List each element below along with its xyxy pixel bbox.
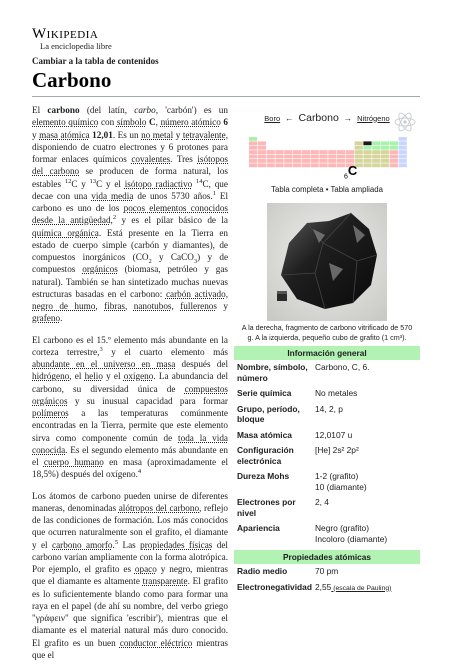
article-link[interactable]: polímeros [32, 408, 69, 418]
atomic-number: 6 [344, 173, 348, 181]
infobox-value: 70 pm [315, 566, 339, 576]
periodic-table-cell [267, 150, 275, 154]
text-run: ) y de compuestos [32, 252, 229, 275]
text-run: . Tres [170, 154, 198, 164]
periodic-table-cell [390, 150, 398, 154]
arrow-left-icon: ← [285, 113, 294, 123]
text-run: en masa (aproximadamente el 18,5%) después del oxígeno. [32, 457, 228, 480]
wikipedia-logo[interactable] [32, 26, 112, 51]
text-run: C y [71, 178, 90, 189]
article-link[interactable]: alótropos del carbono [118, 502, 200, 513]
text-run: . El grafito es lo suficientemente blando como para formar una raya en el papel (de ahí su nombre, del verbo griego "γράφειν" que significa 'escribir'), mientras que el diamante es el material natural más duro conocido. El grafito es un buen [32, 576, 229, 648]
periodic-table-cell [328, 155, 336, 159]
periodic-table-cell [381, 163, 389, 167]
periodic-table-cell [319, 155, 327, 159]
periodic-table-cell [372, 155, 380, 159]
photo-caption: A la derecha, fragmento de carbono vitrificado de 570 g. A la izquierda, pequeño cubo de grafito (1 cm³). [241, 323, 413, 342]
periodic-table-cell [328, 159, 336, 163]
infobox-row [234, 360, 420, 386]
text-run: Las [118, 539, 141, 550]
infobox-value: Negro (grafito) Incoloro (diamante) [315, 523, 388, 544]
periodic-table-cell [249, 150, 257, 154]
periodic-table-cell [328, 150, 336, 154]
infobox-label[interactable]: Serie química [237, 388, 292, 398]
nav-prev-element[interactable]: Boro [264, 113, 281, 123]
periodic-table-cell [275, 155, 283, 159]
scale-note-link[interactable]: (escala de Pauling) [331, 584, 392, 592]
periodic-table-thumbnail[interactable] [234, 131, 420, 183]
infobox-label[interactable]: Radio medio [237, 566, 288, 576]
paragraph-allotropes [32, 490, 228, 662]
reference-superscript[interactable]: 1 [212, 189, 216, 197]
infobox-row [234, 402, 420, 428]
reference-superscript[interactable]: 5 [114, 538, 119, 546]
text-run: El [32, 105, 48, 115]
periodic-table-cell [346, 150, 354, 154]
text-run: , [125, 301, 134, 311]
periodic-table-cell [302, 159, 310, 163]
infobox-row [234, 495, 420, 521]
text-run: y es el pilar básico de la [116, 215, 228, 226]
article-link[interactable]: conductor eléctrico [119, 637, 193, 648]
periodic-table-cell [390, 155, 398, 159]
article-link[interactable]: no metal [141, 129, 174, 140]
paragraph-intro [32, 104, 228, 325]
section-general-info: Información general [234, 346, 420, 360]
infobox-label[interactable]: Grupo, período, bloque [237, 403, 300, 424]
text-run: con [98, 117, 117, 128]
arrow-right-icon: → [343, 113, 353, 123]
periodic-table-cell [381, 159, 389, 163]
periodic-table-cell [302, 163, 310, 167]
periodic-table-cell [293, 150, 301, 154]
element-infobox [234, 107, 420, 597]
text-run: . Está presente en la Tierra en estado de cuerpo simple (carbón y diamantes), de compuestos inorgánicos (CO [32, 227, 228, 262]
periodic-table-cell [249, 155, 257, 159]
periodic-table-cell [390, 146, 398, 150]
periodic-table-cell [284, 155, 292, 159]
article-link[interactable]: propiedades físicas [140, 539, 213, 550]
text-run: C y el [96, 178, 125, 189]
article-link[interactable]: oxígeno [123, 371, 154, 382]
article-link[interactable]: orgánicos [82, 264, 118, 275]
infobox-row [234, 443, 420, 469]
periodic-table-cell [363, 141, 371, 145]
periodic-table-cell [249, 141, 257, 145]
text-run: C [149, 117, 156, 128]
text-run: carbono [47, 105, 80, 115]
article-link[interactable]: hidrógeno [32, 371, 70, 382]
text-run: 3 [193, 257, 198, 265]
text-run: de unos 5730 años. [133, 190, 213, 201]
periodic-table-cell [249, 146, 257, 150]
periodic-table-cell [399, 155, 407, 159]
text-run: y CaCO [151, 252, 194, 262]
periodic-table-cell [284, 159, 292, 163]
periodic-table-cell [346, 155, 354, 159]
reference-superscript[interactable]: 12 [64, 177, 72, 185]
article-link[interactable]: toda la vida conocida [32, 432, 228, 455]
article-link[interactable]: fullerenos [180, 301, 217, 311]
periodic-table-cell [372, 159, 380, 163]
table-links[interactable]: Tabla completa • Tabla ampliada [271, 185, 383, 194]
text-run: , reflejo de las condiciones de formación. Los más conocidos que ocurren naturalmente son el grafito, el diamante y el [32, 502, 228, 550]
infobox-row [234, 428, 420, 444]
infobox-row [234, 521, 420, 547]
infobox-value: 2, 4 [315, 497, 329, 507]
periodic-table-cell [399, 163, 407, 167]
text-run: , [95, 301, 105, 311]
text-run: . Es un [112, 129, 142, 140]
periodic-table-cell [337, 155, 345, 159]
text-run: El carbono es uno de los [32, 190, 229, 213]
article-link[interactable]: isótopo radiactivo [124, 178, 193, 189]
infobox-label[interactable]: Dureza Mohs [237, 471, 290, 481]
periodic-table-cell [258, 146, 266, 150]
article-link[interactable]: pocos elementos conocidos desde la antigüedad [32, 203, 228, 226]
article-link[interactable]: negro de humo [32, 301, 96, 311]
infobox-label[interactable]: Nombre, símbolo, número [237, 362, 308, 383]
periodic-table-cell [372, 150, 380, 154]
text-run: , [155, 117, 161, 128]
infobox-value: 12,0107 u [315, 429, 353, 440]
periodic-table-cell [399, 137, 407, 141]
periodic-table-cell [258, 163, 266, 167]
article-link[interactable]: carbón activado [165, 288, 226, 299]
article-link[interactable]: transparente [142, 576, 188, 587]
article-link[interactable]: opaco [134, 564, 157, 574]
text-run: (biomasa, petróleo y gas natural). También se han sintetizado muchas nuevas estructuras basadas en el carbono: [32, 264, 228, 299]
text-run: se producen de forma natural, los estables [32, 166, 228, 189]
text-run: . La abundancia del carbono, su diversidad única de [32, 371, 228, 394]
periodic-table-cell [363, 163, 371, 167]
text-run: . [60, 313, 63, 324]
periodic-table-cell [381, 155, 389, 159]
infobox-label[interactable]: Electrones por nivel [237, 497, 296, 518]
periodic-table-cell [267, 159, 275, 163]
periodic-table-cell [399, 150, 407, 154]
periodic-table-cell [363, 146, 371, 150]
text-run: , el [69, 371, 85, 382]
periodic-table-cell [355, 146, 363, 150]
text-run: y negro, mientras que el diamante es altamente [32, 564, 228, 587]
periodic-table-cell [302, 150, 310, 154]
text-run: , 'carbón') es un [155, 105, 228, 115]
periodic-table-cell [311, 150, 319, 154]
periodic-table-cell [355, 155, 363, 159]
periodic-table-cell [258, 150, 266, 154]
text-run: Los átomos de carbono pueden unirse de diferentes maneras, denominadas [32, 490, 228, 513]
periodic-table-cell [381, 141, 389, 145]
infobox-label[interactable]: Apariencia [237, 523, 280, 533]
periodic-table-cell [311, 159, 319, 163]
text-run: a las temperaturas comúnmente encontradas en la Tierra, permite que este elemento sirva como componente común de [32, 408, 228, 443]
text-run: y su inusual capacidad para formar [67, 395, 228, 406]
article-link[interactable]: cuerpo humano [43, 457, 104, 467]
periodic-table-cell [275, 150, 283, 154]
periodic-table-cell [399, 141, 407, 145]
article-link[interactable]: química orgánica [32, 227, 99, 238]
general-info-rows [234, 360, 420, 547]
nav-current-element: Carbono [298, 112, 339, 124]
text-run: El carbono es el 15.º elemento más abundante en la corteza terrestre, [32, 334, 228, 357]
periodic-table-cell [337, 150, 345, 154]
text-run: . [112, 539, 115, 550]
article-link[interactable]: símbolo [116, 117, 147, 128]
text-run: 12,01 [92, 129, 113, 140]
reference-superscript[interactable]: 13 [89, 177, 97, 185]
periodic-table-grid [234, 131, 420, 183]
periodic-table-cell [284, 163, 292, 167]
periodic-table-cell [302, 155, 310, 159]
periodic-table-cell [258, 141, 266, 145]
periodic-table-cell [311, 163, 319, 167]
periodic-table-cell [249, 159, 257, 163]
text-run: del carbono varían ampliamente con la forma alotrópica. Por ejemplo, el grafito es [32, 539, 228, 574]
reference-superscript[interactable]: 4 [137, 468, 142, 476]
periodic-table-cell [355, 141, 363, 145]
infobox-row [234, 580, 420, 598]
symbol-letter: C [347, 163, 358, 178]
article-link[interactable]: abundante en el universo en masa [32, 359, 176, 369]
text-run: 6 [223, 117, 228, 128]
logo-wordmark: Wikipedia [32, 26, 99, 42]
infobox-value: 2,55 (escala de Pauling) [315, 581, 392, 592]
periodic-table-cell [311, 155, 319, 159]
text-run: y [32, 129, 40, 140]
infobox-row [234, 564, 420, 580]
periodic-table-cell [381, 150, 389, 154]
periodic-table-cell [319, 159, 327, 163]
text-run: , disponiendo de cuatro electrones y 6 protones para formar enlaces químicos [32, 129, 228, 164]
text-run: C, que decae con una [32, 178, 228, 201]
periodic-table-cell [372, 141, 380, 145]
article-link[interactable]: isótopos del carbono [32, 154, 229, 177]
carbon-photo-image [267, 203, 387, 321]
text-run: , [225, 288, 228, 299]
infobox-row [234, 469, 420, 495]
nav-next-element[interactable]: Nitrógeno [357, 113, 390, 123]
article-link[interactable]: covalentes [131, 154, 171, 164]
infobox-row [234, 386, 420, 402]
article-link[interactable]: tetravalente [182, 129, 226, 140]
reference-superscript[interactable]: 2 [112, 214, 117, 222]
periodic-table-cell [372, 163, 380, 167]
periodic-table-cell [328, 163, 336, 167]
article-link[interactable]: grafeno [32, 313, 61, 324]
atomic-properties-rows [234, 564, 420, 597]
periodic-table-cell [390, 163, 398, 167]
periodic-table-cell [363, 159, 371, 163]
periodic-table-cell [284, 150, 292, 154]
paragraph-abundance [32, 334, 228, 481]
periodic-table-cell [372, 146, 380, 150]
periodic-table-cell [267, 163, 275, 167]
infobox-value: No metales [315, 388, 358, 398]
text-run: (del latín, [79, 105, 135, 115]
periodic-table-cell [293, 159, 301, 163]
infobox-value: Carbono, C, 6. [315, 362, 370, 372]
text-run: , [110, 215, 113, 226]
infobox-label[interactable]: Electronegatividad [237, 581, 312, 592]
page-title: Carbono [32, 68, 112, 92]
periodic-table-cell [319, 150, 327, 154]
toc-toggle-link[interactable]: Cambiar a la tabla de contenidos [32, 56, 159, 66]
infobox-value: [He] 2s² 2p² [315, 445, 359, 455]
article-body [32, 104, 228, 670]
article-link[interactable]: número atómico [160, 117, 221, 128]
periodic-table-cell [399, 159, 407, 163]
title-divider [32, 96, 420, 97]
periodic-table-cell [390, 141, 398, 145]
carbon-sample-photo[interactable] [267, 203, 387, 321]
text-run: y [173, 129, 183, 140]
periodic-table-cell [363, 150, 371, 154]
infobox-label[interactable]: Configuración electrónica [237, 445, 294, 466]
reference-superscript[interactable]: 14 [196, 177, 203, 185]
article-link[interactable]: vida media [91, 190, 134, 201]
text-run: y [216, 301, 228, 311]
periodic-table-cell [363, 155, 371, 159]
periodic-table-cell [249, 163, 257, 167]
text-run: y el [102, 371, 124, 382]
periodic-table-cell [258, 159, 266, 163]
periodic-table-cell [390, 159, 398, 163]
text-run: y el cuarto elemento más [102, 346, 228, 357]
periodic-table-cell [275, 159, 283, 163]
text-run: 2 [148, 257, 152, 265]
text-run: carbo [134, 105, 156, 115]
article-link[interactable]: helio [84, 371, 103, 382]
element-symbol [344, 163, 358, 181]
infobox-label[interactable]: Masa atómica [237, 429, 292, 440]
text-run: mientras que el [32, 637, 228, 660]
periodic-table-cell [258, 155, 266, 159]
logo-tagline: La enciclopedia libre [40, 41, 112, 51]
infobox-value: 14, 2, p [315, 403, 343, 414]
periodic-table-cell [267, 155, 275, 159]
article-link[interactable]: carbono amorfo [52, 539, 113, 550]
periodic-table-cell [275, 163, 283, 167]
reference-superscript[interactable]: 3 [99, 345, 103, 353]
infobox-value: 1-2 (grafito) 10 (diamante) [315, 471, 367, 492]
periodic-table-cell [355, 150, 363, 154]
element-navigation [234, 107, 420, 129]
article-link[interactable]: masa atómica [39, 129, 90, 140]
article-link[interactable]: elemento químico [32, 117, 99, 128]
article-link[interactable]: compuestos orgánicos [32, 383, 228, 406]
periodic-table-cell [399, 146, 407, 150]
text-run: después del [175, 359, 229, 369]
periodic-table-cell [249, 137, 257, 141]
section-atomic-properties: Propiedades atómicas [234, 550, 420, 564]
text-run: , [171, 301, 181, 311]
periodic-table-cell [293, 163, 301, 167]
periodic-table-cell [319, 163, 327, 167]
article-link[interactable]: fibras [104, 301, 126, 311]
text-run: . Es el segundo elemento más abundante en el [32, 444, 228, 467]
periodic-table-cell [293, 155, 301, 159]
article-link[interactable]: nanotubos [133, 301, 172, 311]
periodic-table-cell [381, 146, 389, 150]
